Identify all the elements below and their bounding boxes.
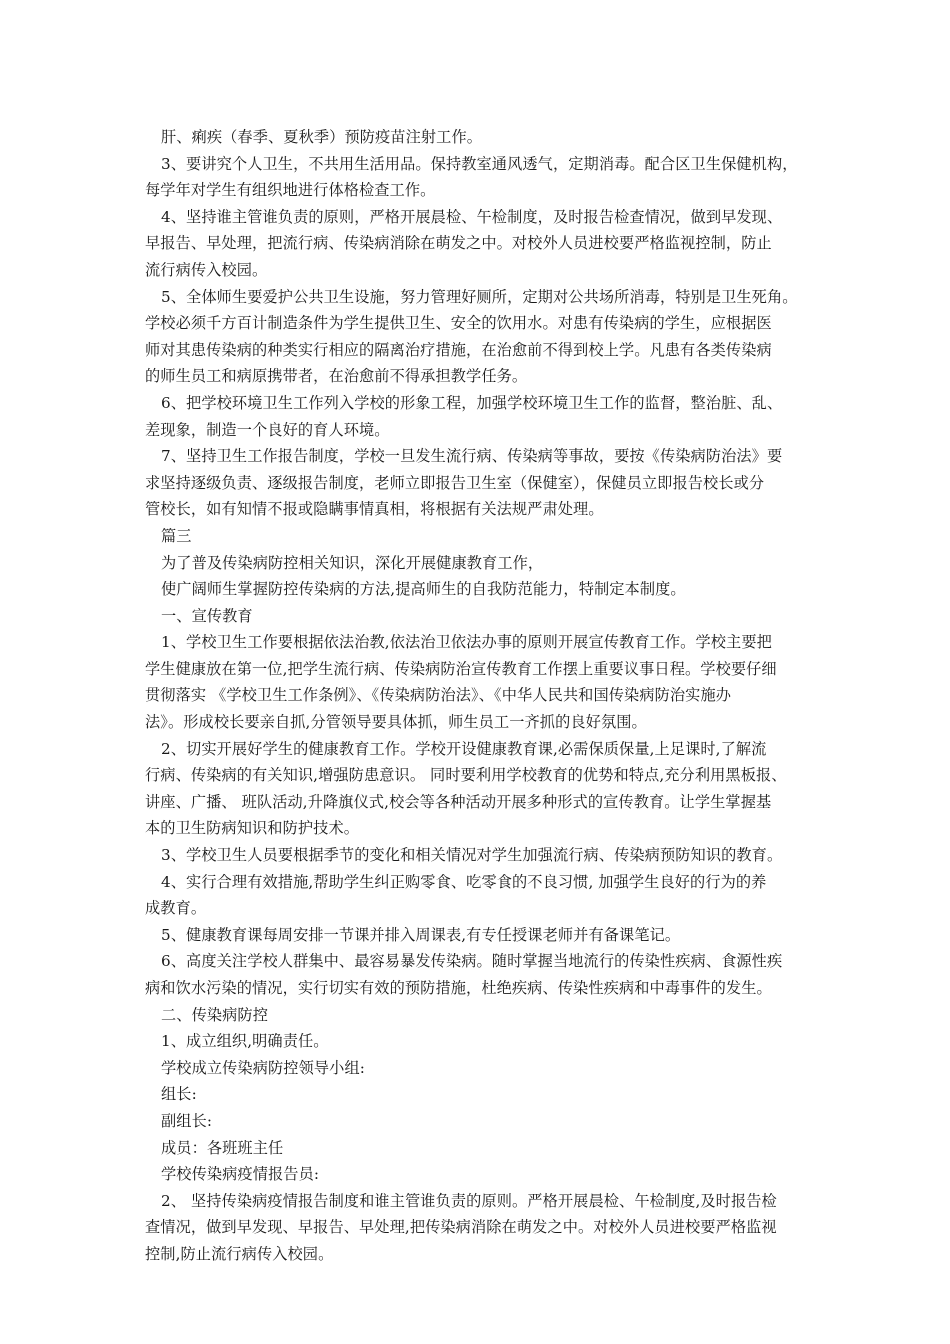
text-line: 师对其患传染病的种类实行相应的隔离治疗措施，在治愈前不得到校上学。凡患有各类传染病: [145, 340, 772, 359]
text-line: 管校长，如有知情不报或隐瞒事情真相，将根据有关法规严肃处理。: [145, 500, 604, 519]
text-line: 学校传染病疫情报告员:: [161, 1165, 320, 1184]
text-line: 肝、痢疾（春季、夏秋季）预防疫苗注射工作。: [161, 128, 483, 146]
text-line: 3、要讲究个人卫生，不共用生活用品。保持教室通风透气，定期消毒。配合区卫生保健机构，: [161, 154, 798, 173]
text-line: 组长:: [161, 1085, 197, 1104]
text-line: 5、全体师生要爱护公共卫生设施，努力管理好厕所，定期对公共场所消毒，特别是卫生死角。: [161, 287, 798, 306]
text-line: 学校成立传染病防控领导小组:: [161, 1058, 365, 1077]
text-line: 7、坚持卫生工作报告制度，学校一旦发生流行病、传染病等事故，要按《传染病防治法》要: [161, 447, 783, 466]
text-line: 学生健康放在第一位,把学生流行病、传染病防治宣传教育工作摆上重要议事日程。学校要仔细: [145, 659, 777, 678]
text-line: 篇三: [161, 526, 192, 545]
text-line: 求坚持逐级负责、逐级报告制度，老师立即报告卫生室（保健室），保健员立即报告校长或分: [145, 473, 765, 492]
text-line: 6、高度关注学校人群集中、最容易暴发传染病。随时掌握当地流行的传染性疾病、食源性疾: [161, 952, 783, 971]
text-line: 讲座、广播、 班队活动,升降旗仪式,校会等各种活动开展多种形式的宣传教育。让学生掌握基: [145, 792, 772, 811]
text-line: 4、坚持谁主管谁负责的原则，严格开展晨检、午检制度，及时报告检查情况，做到早发现、: [161, 207, 783, 226]
document-body: [145, 124, 820, 1268]
text-line: 二、传染病防控: [161, 1005, 269, 1024]
text-line: 查情况，做到早发现、早报告、早处理,把传染病消除在萌发之中。对校外人员进校要严格监视: [145, 1218, 777, 1237]
text-line: 法》。形成校长要亲自抓,分管领导要具体抓，师生员工一齐抓的良好氛围。: [145, 713, 647, 732]
text-line: 1、学校卫生工作要根据依法治教,依法治卫依法办事的原则开展宣传教育工作。学校主要把: [161, 633, 772, 652]
text-line: 每学年对学生有组织地进行体格检查工作。: [145, 181, 436, 200]
text-line: 学校必须千方百计制造条件为学生提供卫生、安全的饮用水。对患有传染病的学生，应根据医: [145, 314, 772, 333]
text-line: 差现象，制造一个良好的育人环境。: [145, 420, 390, 439]
text-line: 贯彻落实 《学校卫生工作条例》、《传染病防治法》、《中华人民共和国传染病防治实施办: [145, 686, 732, 705]
text-line: 控制,防止流行病传入校园。: [145, 1244, 334, 1263]
text-line: 成员：各班班主任: [161, 1138, 284, 1157]
text-line: 流行病传入校园。: [145, 260, 268, 279]
text-line: 的师生员工和病原携带者，在治愈前不得承担教学任务。: [145, 367, 528, 386]
text-line: 早报告、早处理，把流行病、传染病消除在萌发之中。对校外人员进校要严格监视控制，防止: [145, 234, 772, 253]
text-line: 副组长:: [161, 1111, 213, 1130]
text-line: 成教育。: [145, 899, 207, 918]
text-line: 本的卫生防病知识和防护技术。: [145, 819, 360, 838]
text-line: 1、成立组织,明确责任。: [161, 1032, 329, 1051]
text-line: 一、宣传教育: [161, 606, 253, 625]
text-line: 使广阔师生掌握防控传染病的方法,提高师生的自我防范能力，特制定本制度。: [161, 580, 686, 599]
text-line: 2、切实开展好学生的健康教育工作。学校开设健康教育课,必需保质保量,上足课时,了解流: [161, 739, 767, 758]
text-line: 为了普及传染病防控相关知识，深化开展健康教育工作，: [161, 553, 544, 572]
text-line: 6、把学校环境卫生工作列入学校的形象工程，加强学校环境卫生工作的监督，整治脏、乱、: [161, 393, 783, 412]
text-line: 5、健康教育课每周安排一节课并排入周课表,有专任授课老师并有备课笔记。: [161, 925, 681, 944]
text-line: 行病、传染病的有关知识,增强防患意识。 同时要利用学校教育的优势和特点,充分利用黑板报、: [145, 766, 787, 785]
text-line: 4、实行合理有效措施,帮助学生纠正购零食、吃零食的不良习惯, 加强学生良好的行为的养: [161, 872, 767, 891]
text-line: 病和饮水污染的情况，实行切实有效的预防措施，杜绝疾病、传染性疾病和中毒事件的发生。: [145, 979, 772, 997]
text-line: 2、 坚持传染病疫情报告制度和谁主管谁负责的原则。严格开展晨检、午检制度,及时报告检: [161, 1191, 777, 1210]
text-line: 3、学校卫生人员要根据季节的变化和相关情况对学生加强流行病、传染病预防知识的教育。: [161, 846, 783, 865]
